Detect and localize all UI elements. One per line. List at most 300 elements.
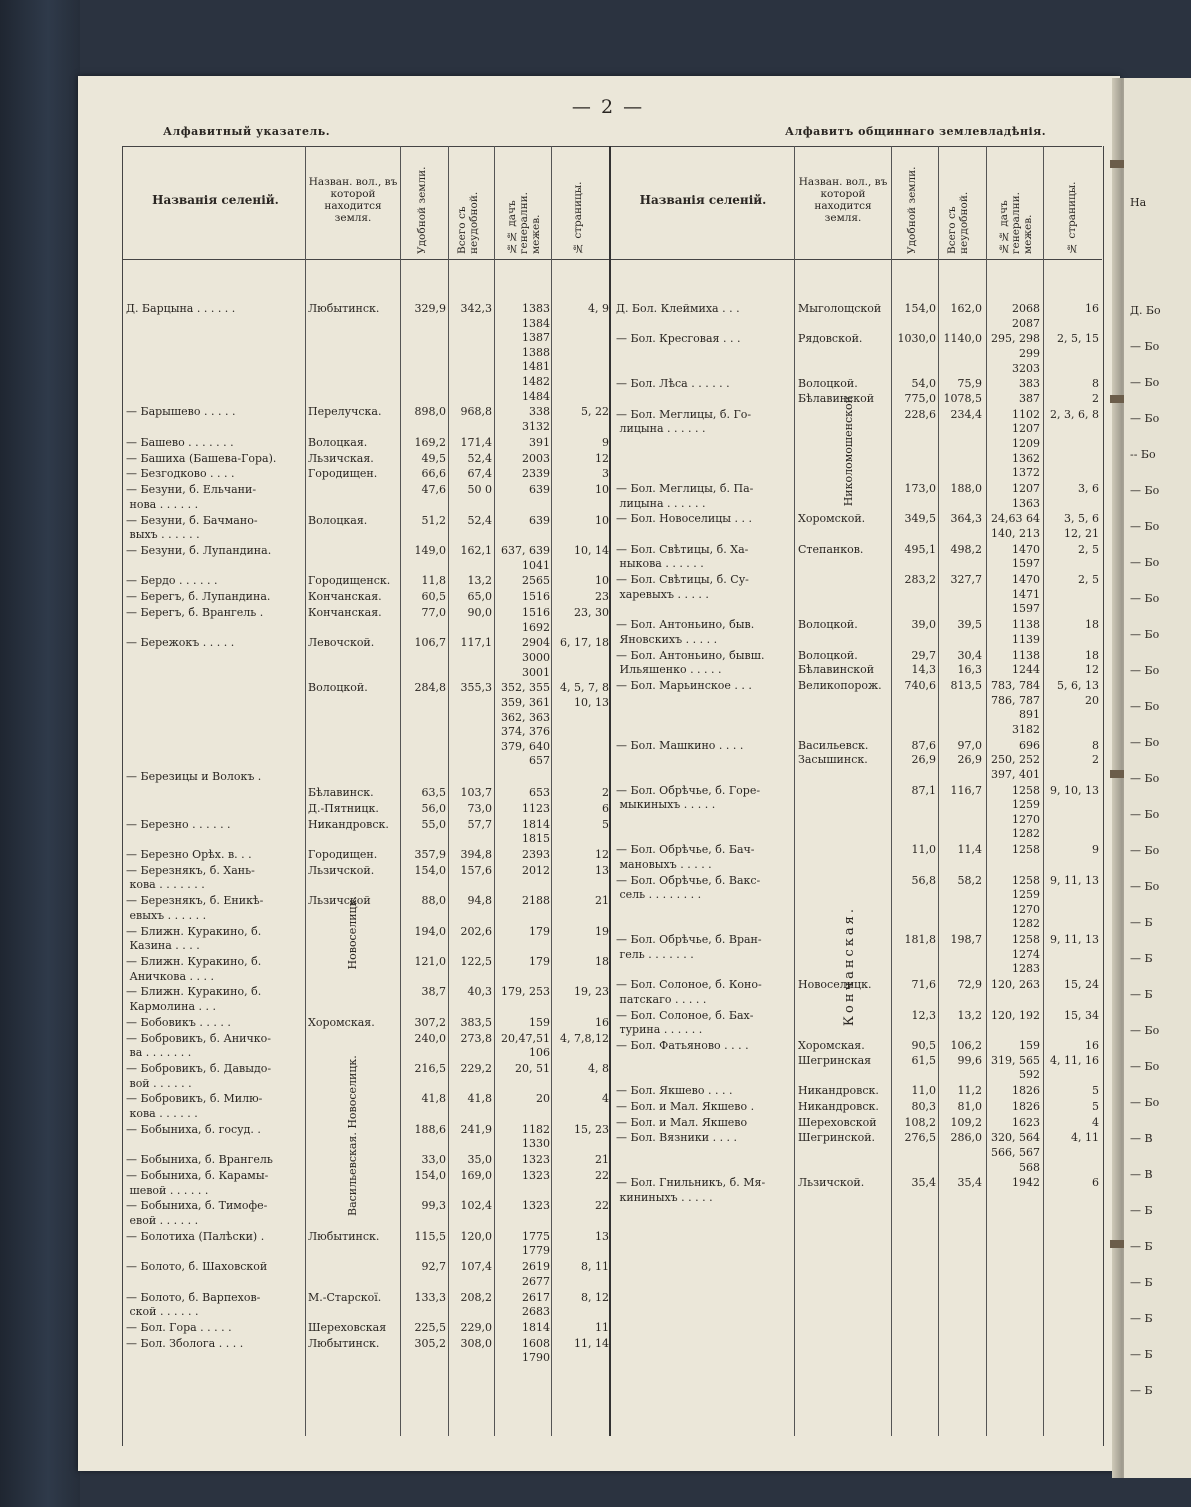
- col-header-pages-right: № страницы.: [1066, 181, 1078, 254]
- settlement-name: — Бол. Свѣтицы, б. Ха- ныкова . . . . . .: [616, 542, 749, 571]
- volost-name: Волоцкая.: [308, 435, 368, 449]
- dacha-numbers: 653: [529, 786, 550, 799]
- total-land: 394,8: [460, 848, 492, 861]
- settlement-name: — Березнякъ, б. Хань- кова . . . . . . .: [126, 863, 255, 892]
- settlement-name: — Безуни, б. Ельчани- нова . . . . . .: [126, 483, 257, 511]
- bracket-label-vasil: Васильевская. Новоселицк.: [346, 1055, 359, 1216]
- next-page-edge: [1124, 78, 1191, 1478]
- total-land: 97,0 26,9: [957, 738, 982, 767]
- settlement-name: — Бол. Обрѣчье, б. Вакс- сель . . . . . . . .: [616, 873, 761, 902]
- col-header-volost-right: Назван. вол., въ которой находится земля.: [798, 176, 888, 224]
- useful-land: 108,2: [904, 1115, 936, 1129]
- total-land: 52,4: [467, 451, 492, 465]
- page-refs: 2, 5, 15: [1057, 332, 1099, 346]
- next-page-fragment: — Бо: [1130, 592, 1160, 605]
- page-refs: 10: [595, 574, 609, 588]
- next-page-fragment: — Бо: [1130, 484, 1160, 497]
- page-refs: 10: [595, 513, 609, 527]
- settlement-name: — Барышево . . . . .: [126, 405, 236, 419]
- total-land: 383,5: [460, 1015, 492, 1029]
- header-bottom-rule: [122, 259, 1102, 260]
- volost-name: Никандровск.: [798, 1084, 879, 1097]
- total-land: 813,5: [950, 679, 982, 692]
- useful-land: 194,0: [414, 924, 446, 938]
- settlement-name: — Берегъ, б. Врангель .: [126, 606, 264, 619]
- settlement-name: — Бол. Антоньино, быв. Яновскихъ . . . . .: [616, 618, 755, 646]
- col-header-total: Всего съ неудобной.: [456, 191, 480, 254]
- settlement-name: — Бобыниха, б. Врангель: [126, 1153, 273, 1167]
- settlement-name: — Березнякъ, б. Еникѣ- евыхъ . . . . . .: [126, 894, 264, 922]
- dacha-numbers: 179: [529, 924, 550, 938]
- total-land: 229,2: [460, 1062, 492, 1075]
- settlement-name: — Бобыниха, б. госуд. .: [126, 1122, 261, 1136]
- total-land: 342,3: [460, 302, 492, 315]
- useful-land: 284,8: [414, 681, 446, 695]
- settlement-name: — Березно . . . . . .: [126, 817, 231, 831]
- next-page-fragment: — Б: [1130, 1276, 1153, 1289]
- total-land: 188,0: [950, 482, 982, 495]
- total-land: 11,2: [957, 1084, 982, 1097]
- useful-land: 276,5: [904, 1131, 936, 1145]
- total-land: 109,2: [950, 1115, 982, 1129]
- page-refs: 9, 11, 13: [1050, 933, 1099, 947]
- total-land: 117,1: [460, 636, 492, 650]
- dacha-numbers: 2003: [522, 451, 550, 465]
- useful-land: 225,5: [414, 1321, 446, 1334]
- settlement-name: Д. Барцына . . . . . .: [126, 302, 236, 315]
- col-header-dachas: №№ дачъ генерални. межев.: [506, 192, 542, 254]
- volost-name: Волоцкой.: [798, 618, 858, 632]
- volost-name: Льзичской: [308, 894, 371, 908]
- settlement-name: — Березицы и Волокъ .: [126, 770, 262, 784]
- total-land: 90,0: [467, 606, 492, 619]
- settlement-name: — Бол. Обрѣчье, б. Горе- мыкиныхъ . . . . .: [616, 783, 761, 812]
- col-header-dachas-right: №№ дачъ генерални. межев.: [998, 192, 1034, 254]
- useful-land: 349,5: [904, 512, 936, 526]
- settlement-name: — Безуни, б. Лупандина.: [126, 544, 272, 557]
- volost-name: Кончанская.: [308, 606, 382, 619]
- total-land: 11,4: [957, 843, 982, 857]
- next-page-fragment: На: [1130, 196, 1147, 209]
- volost-name: Волоцкой. Бѣлавинской: [798, 377, 875, 405]
- volost-name: Никандровск.: [308, 817, 389, 831]
- useful-land: 49,5: [421, 451, 446, 465]
- useful-land: 173,0: [904, 482, 936, 495]
- page-refs: 18: [1085, 618, 1099, 632]
- useful-land: 154,0: [414, 1169, 446, 1182]
- page-refs: 22: [595, 1169, 609, 1182]
- col-header-name: Названія селеній.: [152, 193, 279, 207]
- page-refs: 6: [602, 801, 609, 815]
- total-land: 94,8: [467, 894, 492, 908]
- settlement-name: — Бол. Машкино . . . .: [616, 738, 744, 752]
- volost-name: Мыголощской: [798, 302, 882, 315]
- dacha-numbers: 2012: [522, 863, 550, 877]
- useful-land: 71,6: [911, 978, 936, 992]
- next-page-fragment: — Б: [1130, 1240, 1153, 1253]
- useful-land: 54,0 775,0: [904, 377, 936, 405]
- col-header-volost: Назван. вол., въ которой находится земля.: [308, 176, 398, 224]
- dacha-numbers: 2565: [522, 574, 550, 588]
- total-land: 52,4: [467, 513, 492, 527]
- settlement-name: — Ближн. Куракино, б. Кармолина . . .: [126, 985, 262, 1013]
- col-rule: [938, 146, 939, 1436]
- total-land: 234,4: [950, 407, 982, 421]
- useful-land: 898,0: [414, 405, 446, 419]
- volost-name: Любытинск.: [308, 302, 380, 315]
- useful-land: 66,6: [421, 467, 446, 481]
- page-refs: 8 2: [1092, 377, 1099, 405]
- useful-land: 154,0: [414, 863, 446, 877]
- total-land: 81,0: [957, 1099, 982, 1113]
- page-refs: 16 4, 11, 16: [1050, 1039, 1099, 1067]
- total-land: 102,4: [460, 1199, 492, 1213]
- total-land: 273,8: [460, 1031, 492, 1045]
- col-rule: [448, 146, 449, 1436]
- volost-name: Степанков.: [798, 542, 864, 556]
- volost-name: Шереховской: [798, 1115, 877, 1129]
- volost-name: Любытинск.: [308, 1229, 380, 1243]
- volost-name: Льзичская.: [308, 451, 374, 465]
- settlement-name: — Бол. Свѣтицы, б. Су- харевыхъ . . . . .: [616, 573, 749, 601]
- page-refs: 15, 23: [574, 1122, 609, 1136]
- total-land: 968,8: [460, 405, 492, 419]
- dacha-numbers: 159 319, 565 592: [991, 1039, 1040, 1082]
- useful-land: 56,8: [911, 873, 936, 887]
- settlement-name: — Башиха (Башева-Гора).: [126, 451, 277, 465]
- useful-land: 63,5: [421, 786, 446, 799]
- page-refs: 16: [1085, 302, 1099, 315]
- settlement-name: — Бол. Зболога . . . .: [126, 1336, 244, 1350]
- settlement-name: — Ближн. Куракино, б. Казина . . . .: [126, 924, 262, 953]
- table-top-rule: [122, 146, 1102, 147]
- page-refs: 4, 8: [588, 1062, 609, 1075]
- page-refs: 2, 5: [1078, 573, 1099, 587]
- dacha-numbers: 1826: [1012, 1099, 1040, 1113]
- page-refs: 4, 5, 7, 8 10, 13: [560, 681, 609, 709]
- dacha-numbers: 320, 564 566, 567 568: [991, 1131, 1040, 1174]
- useful-land: 11,8: [421, 574, 446, 588]
- dacha-numbers: 159: [529, 1015, 550, 1029]
- page-refs: 18: [595, 955, 609, 968]
- settlement-name: — Бердо . . . . . .: [126, 574, 218, 588]
- col-rule: [400, 146, 401, 1436]
- useful-land: 99,3: [421, 1199, 446, 1213]
- bracket-label-novoselits: Новоселицк.: [346, 896, 359, 970]
- useful-land: 90,5 61,5: [911, 1039, 936, 1067]
- dacha-numbers: 2904 3000 3001: [522, 636, 550, 679]
- volost-name: Кончанская.: [308, 590, 382, 604]
- col-header-pages: № страницы.: [572, 181, 584, 254]
- dacha-numbers: 1470 1471 1597: [1012, 573, 1040, 616]
- volost-name: Льзичской.: [798, 1176, 865, 1190]
- page-refs: 9: [1092, 843, 1099, 857]
- total-land: 1140,0: [943, 332, 982, 346]
- useful-land: 47,6: [421, 483, 446, 497]
- total-land: 198,7: [950, 933, 982, 947]
- useful-land: 12,3: [911, 1008, 936, 1022]
- total-land: 364,3: [950, 512, 982, 526]
- volost-name: Волоцкой. Бѣлавинской: [798, 648, 875, 677]
- volost-name: Любытинск.: [308, 1336, 380, 1350]
- page-refs: 5: [1092, 1099, 1099, 1113]
- page-refs: 4: [602, 1092, 609, 1106]
- useful-land: 106,7: [414, 636, 446, 650]
- page-refs: 2, 3, 6, 8: [1050, 407, 1099, 421]
- dacha-numbers: 20, 51: [515, 1062, 550, 1075]
- settlement-name: — Болото, б. Варпехов- ской . . . . . .: [126, 1290, 261, 1319]
- next-page-fragment: — Бо: [1130, 520, 1160, 533]
- useful-land: 87,1: [911, 783, 936, 797]
- page-refs: 11, 14: [574, 1336, 609, 1350]
- page-refs: 15, 34: [1064, 1008, 1099, 1022]
- useful-land: 121,0: [414, 955, 446, 968]
- total-land: 327,7: [950, 573, 982, 587]
- useful-land: 169,2: [414, 435, 446, 449]
- volost-name: Волоцкая.: [308, 513, 368, 527]
- volost-name: Бѣлавинск.: [308, 786, 374, 799]
- settlement-name: — Бол. Меглицы, б. Па- лицына . . . . . .: [616, 482, 754, 510]
- total-land: 13,2: [957, 1008, 982, 1022]
- useful-land: 740,6: [904, 679, 936, 692]
- dacha-numbers: 1383 1384 1387 1388 1481 1482 1484: [522, 302, 550, 403]
- total-land: 35,0: [467, 1153, 492, 1167]
- settlement-name: — Бобровикъ, б. Милю- кова . . . . . .: [126, 1092, 263, 1120]
- settlement-name: — Бережокъ . . . . .: [126, 636, 235, 650]
- total-land: 57,7: [467, 817, 492, 831]
- dacha-numbers: 783, 784 786, 787 891 3182: [991, 679, 1040, 736]
- useful-land: 495,1: [904, 542, 936, 556]
- next-page-fragment: -- Бо: [1130, 448, 1156, 461]
- dacha-numbers: 1516 1692: [522, 606, 550, 634]
- total-land: 122,5: [460, 955, 492, 968]
- next-page-fragment: — Бо: [1130, 736, 1160, 749]
- total-land: 35,4: [957, 1176, 982, 1190]
- page-refs: 23, 30: [574, 606, 609, 619]
- dacha-numbers: 1323: [522, 1153, 550, 1167]
- next-page-fragment: — Бо: [1130, 1060, 1160, 1073]
- total-land: 202,6: [460, 924, 492, 938]
- next-page-fragment: — В: [1130, 1168, 1153, 1181]
- col-header-total-right: Всего съ неудобной.: [946, 191, 970, 254]
- dacha-numbers: 2188: [522, 894, 550, 908]
- useful-land: 228,6: [904, 407, 936, 421]
- page-refs: 21: [595, 894, 609, 908]
- page-refs: 5, 6, 13 20: [1057, 679, 1099, 707]
- settlement-name: — Безгодково . . . .: [126, 467, 235, 481]
- next-page-fragment: — Б: [1130, 952, 1153, 965]
- header-left: Алфавитный указатель.: [163, 125, 331, 138]
- dacha-numbers: 1123: [522, 801, 550, 815]
- header-right: Алфавитъ общиннаго землевладѣнія.: [785, 125, 1047, 138]
- dacha-numbers: 696 250, 252 397, 401: [991, 738, 1040, 781]
- useful-land: 39,0: [911, 618, 936, 632]
- total-land: 75,9 1078,5: [943, 377, 982, 405]
- volost-name: Городищенск.: [308, 574, 391, 588]
- total-land: 39,5: [957, 618, 982, 632]
- useful-land: 56,0: [421, 801, 446, 815]
- next-page-fragment: — Б: [1130, 916, 1153, 929]
- next-page-fragment: Д. Бо: [1130, 304, 1161, 317]
- volost-name: Никандровск.: [798, 1099, 879, 1113]
- next-page-fragment: — Б: [1130, 1348, 1153, 1361]
- dacha-numbers: 338 3132: [522, 405, 550, 433]
- useful-land: 1030,0: [897, 332, 936, 346]
- total-land: 286,0: [950, 1131, 982, 1145]
- col-header-useful-right: Удобной земли.: [906, 166, 918, 254]
- total-land: 171,4: [460, 435, 492, 449]
- useful-land: 11,0: [911, 1084, 936, 1097]
- dacha-numbers: 1775 1779: [522, 1229, 550, 1258]
- next-page-fragment: — Бо: [1130, 844, 1160, 857]
- next-page-fragment: — Бо: [1130, 880, 1160, 893]
- dacha-numbers: 1814 1815: [522, 817, 550, 846]
- volost-name: Льзичской.: [308, 863, 375, 877]
- dacha-numbers: 1608 1790: [522, 1336, 550, 1365]
- settlement-name: — Бол. и Мал. Якшево .: [616, 1099, 755, 1113]
- page-refs: 5: [602, 817, 609, 831]
- page-refs: 3, 5, 6 12, 21: [1064, 512, 1099, 540]
- next-page-fragment: — В: [1130, 1132, 1153, 1145]
- settlement-name: — Бобыниха, б. Карамы- шевой . . . . . .: [126, 1169, 269, 1197]
- bracket-label-konchanskaya: Кончанская.: [842, 906, 857, 1027]
- dacha-numbers: 179: [529, 955, 550, 968]
- useful-land: 77,0: [421, 606, 446, 619]
- dacha-numbers: 24,63 64 140, 213: [991, 512, 1040, 540]
- page-refs: 21: [595, 1153, 609, 1167]
- settlement-name: — Бол. Новоселицы . . .: [616, 512, 753, 526]
- dacha-numbers: 639: [529, 513, 550, 527]
- dacha-numbers: 2068 2087: [1012, 302, 1040, 330]
- page-refs: 3, 6: [1078, 482, 1099, 495]
- dacha-numbers: 20,47,51 106: [501, 1031, 550, 1060]
- total-land: 229,0: [460, 1321, 492, 1334]
- dacha-numbers: 120, 263: [991, 978, 1040, 992]
- total-land: 106,2 99,6: [950, 1039, 982, 1067]
- dacha-numbers: 1258 1274 1283: [1012, 933, 1040, 976]
- total-land: 241,9: [460, 1122, 492, 1136]
- settlement-name: — Бобровикъ, б. Давыдо- вой . . . . . .: [126, 1062, 272, 1090]
- total-land: 116,7: [950, 783, 982, 797]
- total-land: 120,0: [460, 1229, 492, 1243]
- settlement-name: — Ближн. Куракино, б. Аничкова . . . .: [126, 955, 262, 983]
- settlement-name: Д. Бол. Клеймиха . . .: [616, 302, 740, 315]
- settlement-name: — Башево . . . . . . .: [126, 435, 234, 449]
- total-land: 65,0: [467, 590, 492, 604]
- dacha-numbers: 120, 192: [991, 1008, 1040, 1022]
- volost-name: Городищен.: [308, 848, 378, 861]
- volost-name: Васильевск. Засышинск.: [798, 738, 869, 767]
- dacha-numbers: 1258 1259 1270 1282: [1012, 873, 1040, 931]
- useful-land: 88,0: [421, 894, 446, 908]
- dacha-numbers: 2619 2677: [522, 1260, 550, 1288]
- dacha-numbers: 179, 253: [501, 985, 550, 999]
- useful-land: 154,0: [904, 302, 936, 315]
- dacha-numbers: 1942: [1012, 1176, 1040, 1190]
- next-page-fragment: — Бо: [1130, 556, 1160, 569]
- useful-land: 307,2: [414, 1015, 446, 1029]
- total-land: 30,4 16,3: [957, 648, 982, 677]
- volost-name: Д.-Пятницк.: [308, 801, 379, 815]
- dacha-numbers: 20: [536, 1092, 550, 1106]
- useful-land: 29,7 14,3: [911, 648, 936, 677]
- total-land: 355,3: [460, 681, 492, 695]
- total-land: 73,0: [467, 801, 492, 815]
- volost-name: Хоромская. Шегринская: [798, 1039, 872, 1067]
- volost-name: Рядовской.: [798, 332, 863, 346]
- useful-land: 35,4: [911, 1176, 936, 1190]
- dacha-numbers: 1623: [1012, 1115, 1040, 1129]
- total-land: 67,4: [467, 467, 492, 481]
- useful-land: 357,9: [414, 848, 446, 861]
- page-refs: 4, 7,8,12: [560, 1031, 609, 1045]
- dacha-numbers: 1102 1207 1209 1362 1372: [1012, 407, 1040, 480]
- dacha-numbers: 1138 1244: [1012, 648, 1040, 677]
- total-land: 169,0: [460, 1169, 492, 1182]
- settlement-name: — Бол. Фатьяново . . . .: [616, 1039, 749, 1052]
- total-land: 107,4: [460, 1260, 492, 1274]
- dacha-numbers: 1814: [522, 1321, 550, 1334]
- next-page-fragment: — Б: [1130, 1384, 1153, 1397]
- useful-land: 60,5: [421, 590, 446, 604]
- settlement-name: — Бол. Солоное, б. Коно- патскаго . . . . .: [616, 978, 762, 1006]
- next-page-fragment: — Бо: [1130, 664, 1160, 677]
- page-refs: 5: [1092, 1084, 1099, 1097]
- dacha-numbers: 1516: [522, 590, 550, 604]
- useful-land: 115,5: [414, 1229, 446, 1243]
- total-land: 72,9: [957, 978, 982, 992]
- dacha-numbers: 1258 1259 1270 1282: [1012, 783, 1040, 841]
- useful-land: 240,0: [414, 1031, 446, 1045]
- settlement-name: — Бол. Гнильникъ, б. Мя- кининыхъ . . . . .: [616, 1176, 766, 1204]
- next-page-fragment: — Б: [1130, 1312, 1153, 1325]
- page-refs: 15, 24: [1064, 978, 1099, 992]
- next-page-fragment: — Бо: [1130, 808, 1160, 821]
- total-land: 41,8: [467, 1092, 492, 1106]
- dacha-numbers: 1182 1330: [522, 1122, 550, 1151]
- page-refs: 12: [595, 451, 609, 465]
- useful-land: 283,2: [904, 573, 936, 587]
- page-refs: 2, 5: [1078, 542, 1099, 556]
- dacha-numbers: 1470 1597: [1012, 542, 1040, 571]
- volost-name: Левочской.: [308, 636, 375, 650]
- next-page-fragment: — Бо: [1130, 1024, 1160, 1037]
- page-number: — 2 —: [571, 96, 645, 118]
- settlement-name: — Бол. Якшево . . . .: [616, 1084, 733, 1097]
- dacha-numbers: 637, 639 1041: [501, 544, 550, 572]
- next-page-fragment: — Бо: [1130, 412, 1160, 425]
- settlement-name: — Бол. и Мал. Якшево: [616, 1115, 748, 1129]
- total-land: 162,0: [950, 302, 982, 315]
- total-land: 13,2: [467, 574, 492, 588]
- useful-land: 216,5: [414, 1062, 446, 1075]
- page-refs: 8, 11: [581, 1260, 609, 1274]
- total-land: 157,6: [460, 863, 492, 877]
- dacha-numbers: 352, 355 359, 361 362, 363 374, 376 379, 640 657: [501, 681, 550, 768]
- total-land: 498,2: [950, 542, 982, 556]
- total-land: 208,2: [460, 1290, 492, 1304]
- dacha-numbers: 295, 298 299 3203: [991, 332, 1040, 375]
- page-refs: 12: [595, 848, 609, 861]
- volost-name: Перелучска.: [308, 405, 382, 419]
- page-refs: 10: [595, 483, 609, 497]
- page-refs: 8, 12: [581, 1290, 609, 1304]
- next-page-fragment: — Бо: [1130, 1096, 1160, 1109]
- total-land: 40,3: [467, 985, 492, 999]
- useful-land: 11,0: [911, 843, 936, 857]
- volost-name: Волоцкой.: [308, 681, 368, 695]
- page-refs: 19: [595, 924, 609, 938]
